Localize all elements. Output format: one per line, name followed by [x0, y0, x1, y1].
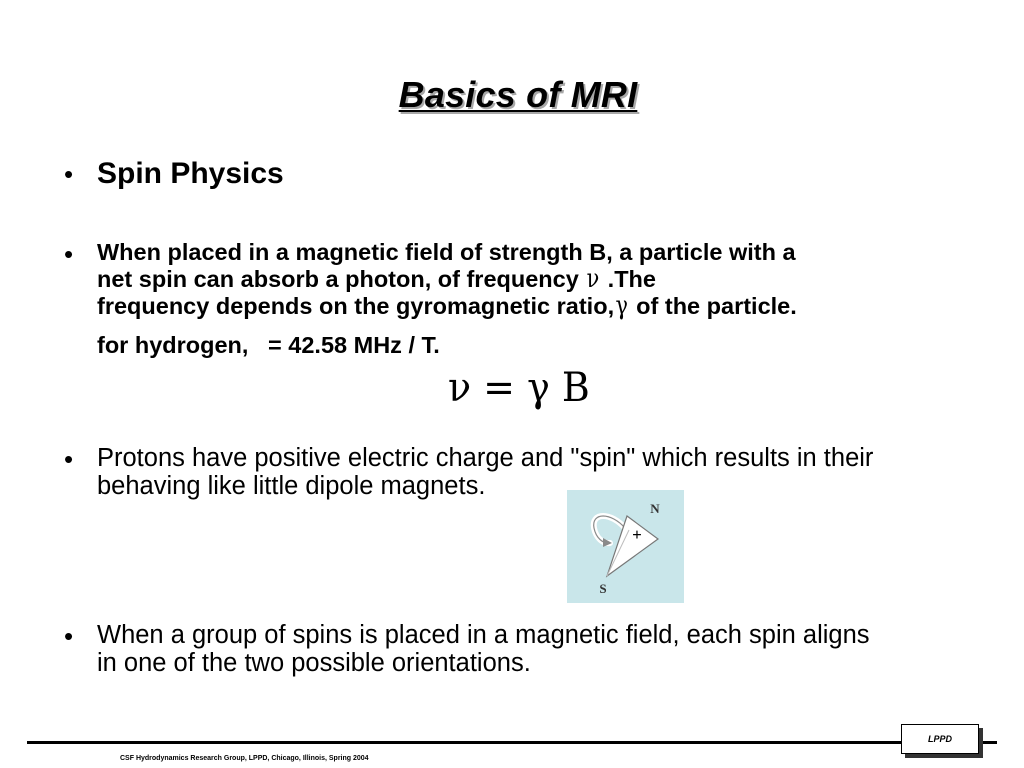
slide-title: Basics of MRI — [398, 74, 638, 115]
paragraph-line: Protons have positive electric charge and "spin" which results in their — [97, 444, 874, 472]
gamma-symbol: γ — [615, 291, 629, 321]
paragraph-line: When placed in a magnetic field of strength B, a particle with a — [97, 239, 796, 265]
charge-label: + — [632, 525, 642, 544]
spin-orientation-paragraph — [97, 621, 987, 677]
bullet-marker: • — [64, 621, 74, 651]
south-pole-label: S — [599, 581, 607, 596]
footer-credit: CSF Hydrodynamics Research Group, LPPD, Chicago, Illinois, Spring 2004 — [120, 755, 369, 762]
larmor-equation: ν = γ B — [448, 365, 590, 411]
paragraph-line: behaving like little dipole magnets. — [97, 472, 486, 500]
bullet-marker: • — [64, 444, 74, 474]
paragraph-line: frequency depends on the gyromagnetic ratio,γ of the particle. — [97, 291, 797, 321]
hydrogen-value: for hydrogen, = 42.58 MHz / T. — [97, 332, 440, 358]
lppd-badge: LPPD — [901, 724, 979, 754]
north-pole-label: N — [650, 501, 660, 516]
magnetic-field-paragraph — [97, 239, 977, 320]
paragraph-line: in one of the two possible orientations. — [97, 649, 531, 677]
paragraph-line: When a group of spins is placed in a magnetic field, each spin aligns — [97, 621, 870, 649]
footer-divider — [27, 741, 997, 744]
dipole-magnet-illustration — [567, 490, 684, 603]
nu-symbol: ν — [586, 264, 600, 294]
section-heading-spin-physics: Spin Physics — [97, 157, 284, 190]
bullet-marker: • — [64, 159, 74, 189]
paragraph-line: net spin can absorb a photon, of frequency ν .The — [97, 264, 656, 294]
protons-paragraph — [97, 444, 987, 500]
dipole-magnet-figure — [567, 490, 684, 603]
bullet-marker: • — [64, 239, 74, 269]
